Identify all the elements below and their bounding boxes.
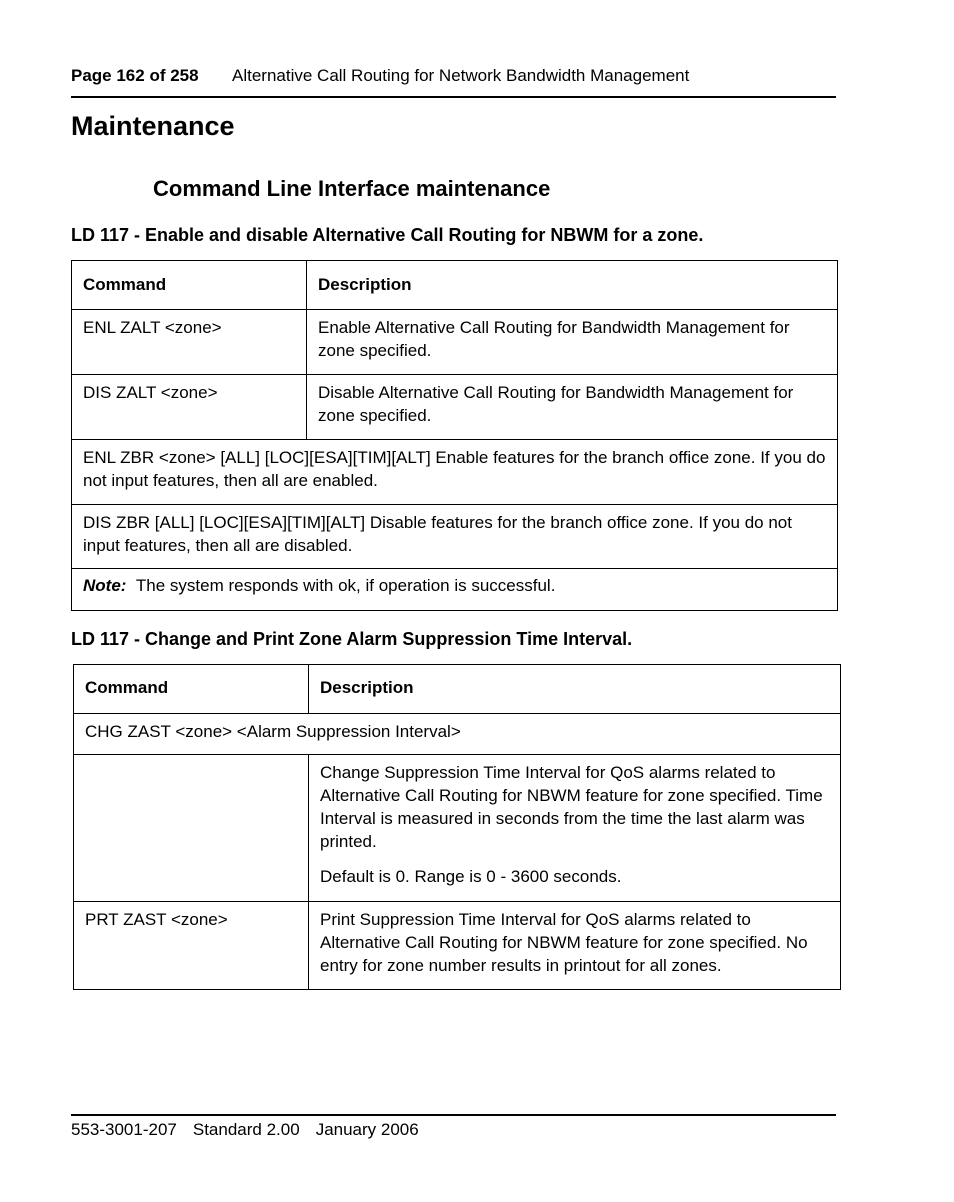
column-header-description: Description	[307, 261, 838, 310]
command-description-cell: ENL ZBR <zone> [ALL] [LOC][ESA][TIM][ALT] Enable features for the branch office zone. If you do not input features, then all are enabled.	[72, 440, 838, 505]
standard-version: Standard 2.00	[192, 1120, 300, 1139]
command-cell: DIS ZALT <zone>	[72, 375, 307, 440]
description-cell: Enable Alternative Call Routing for Bandwidth Management for zone specified.	[307, 310, 838, 375]
description-cell: Disable Alternative Call Routing for Bandwidth Management for zone specified.	[307, 375, 838, 440]
table-caption-suppression-interval: LD 117 - Change and Print Zone Alarm Suppression Time Interval.	[71, 629, 633, 649]
command-table-suppression-interval	[73, 664, 841, 990]
table-caption-enable-disable: LD 117 - Enable and disable Alternative Call Routing for NBWM for a zone.	[71, 225, 704, 245]
subsection-title: Command Line Interface maintenance	[153, 176, 551, 201]
note-text: The system responds with ok, if operation is successful.	[135, 576, 556, 595]
description-cell	[309, 755, 841, 902]
table-row	[72, 375, 838, 440]
command-cell: CHG ZAST <zone> <Alarm Suppression Interval>	[74, 714, 841, 755]
page-footer	[71, 1114, 836, 1140]
command-cell: ENL ZALT <zone>	[72, 310, 307, 375]
column-header-command: Command	[74, 665, 309, 714]
document-number: 553-3001-207	[71, 1120, 177, 1139]
default-range-text: Default is 0. Range is 0 - 3600 seconds.	[320, 867, 622, 886]
table-row	[72, 440, 838, 505]
table-header-row	[72, 261, 838, 310]
table-header-row	[74, 665, 841, 714]
page-header	[71, 66, 836, 98]
empty-command-cell	[74, 755, 309, 902]
description-text: Change Suppression Time Interval for QoS alarms related to Alternative Call Routing for NBWM feature for zone specified. Time Interval is measured in seconds from the time the last alarm was printed.	[320, 763, 823, 851]
table-row	[72, 310, 838, 375]
publication-date: January 2006	[315, 1120, 419, 1139]
column-header-command: Command	[72, 261, 307, 310]
command-description-cell: DIS ZBR [ALL] [LOC][ESA][TIM][ALT] Disable features for the branch office zone. If you do not input features, then all are disabled.	[72, 505, 838, 569]
column-header-description: Description	[309, 665, 841, 714]
table-row	[74, 755, 841, 902]
table-note-row	[72, 569, 838, 611]
table-row	[74, 714, 841, 755]
document-title: Alternative Call Routing for Network Bandwidth Management	[232, 66, 690, 85]
section-title: Maintenance	[71, 111, 235, 141]
note-label: Note:	[83, 576, 127, 595]
note-cell	[72, 569, 838, 611]
command-cell: PRT ZAST <zone>	[74, 902, 309, 990]
command-table-enable-disable	[71, 260, 838, 611]
table-row	[74, 902, 841, 990]
page-number: Page 162 of 258	[71, 66, 199, 85]
table-row	[72, 505, 838, 569]
description-cell: Print Suppression Time Interval for QoS alarms related to Alternative Call Routing for NBWM feature for zone specified. No entry for zone number results in printout for all zones.	[309, 902, 841, 990]
